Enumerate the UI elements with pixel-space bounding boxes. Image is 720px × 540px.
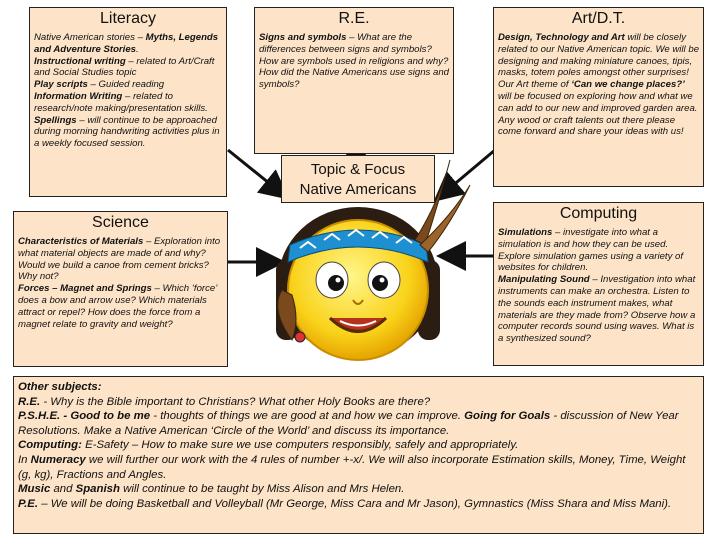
art-theme-desc: will be focused on exploring how and what we can add to our new and improved garden area. Any wood or craft talents out there please come forward and share your ideas with us! — [498, 90, 698, 138]
art-theme-name: ‘Can we change places?’ — [571, 79, 685, 91]
re-desc: – What are the differences between signs and symbols? How are symbols used in religions and why? How did the Native Americans use signs and symbols? — [259, 32, 450, 91]
art-box — [493, 7, 704, 187]
computing-sound-desc: – Investigation into what instruments can make an orchestra. Listen to the sounds each instrument makes, what materials are they made from? Observe how a computer records sound using waves. What is a synthesized sound? — [498, 274, 696, 345]
other-text — [14, 377, 703, 514]
literacy-info-desc: – related to research/note making/presentation skills. — [34, 90, 208, 114]
re-text — [255, 32, 453, 91]
other-computing-desc: E-Safety – How to make sure we use computers responsibly, safely and appropriately. — [81, 439, 519, 452]
other-goals-desc: - discussion of New Year Resolutions. Make a Native American ‘Circle of the World’ and discuss its importance. — [18, 410, 679, 437]
literacy-period: . — [136, 43, 139, 55]
literacy-myths: Myths, Legends and Adventure Stories — [34, 32, 219, 55]
art-text — [494, 32, 703, 138]
science-forces: Forces – Magnet and Springs — [18, 283, 152, 295]
other-music-desc: will continue to be taught by Miss Alison and Mrs Helen. — [119, 483, 405, 496]
re-title: R.E. — [338, 10, 370, 27]
re-signs: Signs and symbols — [259, 32, 347, 43]
science-title: Science — [92, 214, 149, 231]
science-materials: Characteristics of Materials — [18, 236, 144, 247]
literacy-instructional: Instructional writing — [34, 55, 126, 67]
computing-box — [493, 202, 704, 366]
art-theme: Our Art theme of — [498, 79, 572, 91]
other-pe-desc: – We will be doing Basketball and Volleyball (Mr George, Miss Cara and Mr Jason), Gymnastics (Miss Shara and Miss Mani). — [38, 497, 672, 510]
other-numeracy-label: Numeracy — [30, 453, 86, 466]
other-spanish-label: Spanish — [75, 483, 120, 496]
other-re-label: R.E. — [18, 395, 41, 408]
computing-sim: Simulations — [498, 227, 553, 238]
literacy-play-desc: – Guided reading — [87, 79, 165, 91]
other-subjects-box — [13, 376, 704, 534]
science-materials-desc: – Exploration into what material objects are made of and why? Would we build a canoe from cement bricks? Why not? — [18, 236, 221, 283]
other-heading: Other subjects: — [18, 381, 102, 393]
computing-title: Computing — [559, 205, 638, 222]
literacy-spell-desc: – will continue to be approached during morning handwriting activities plus in a weekly focused session. — [34, 114, 220, 150]
other-re-desc: - Why is the Bible important to Christians? What other Holy Books are there? — [40, 395, 431, 408]
topic-line1: Topic & Focus — [310, 161, 406, 178]
other-music-label: Music — [18, 483, 51, 496]
science-forces-desc: – Which ‘force’ does a bow and arrow use? Which materials attract or repel? How does the force from a magnet relate to gravity and weight? — [18, 283, 217, 330]
other-computing-label: Computing: — [18, 439, 82, 452]
other-numeracy-desc: we will further our work with the 4 rules of number +-x/. We will also incorporate Estimation skills, Money, Time, Weight (g, kg), Fractions and Angles. — [18, 453, 686, 481]
literacy-box — [29, 7, 227, 197]
science-box — [13, 211, 228, 367]
literacy-info: Information Writing — [34, 90, 123, 102]
science-text — [14, 236, 227, 330]
other-pshe-desc: - thoughts of things we are good at and how we can improve. — [150, 410, 465, 423]
other-and: and — [50, 483, 76, 496]
computing-text — [494, 227, 703, 345]
literacy-stories: Native American stories – — [34, 32, 146, 43]
computing-sim-desc: – investigate into what a simulation is and how they can be used. Explore simulation games using a variety of websites for children. — [498, 227, 684, 274]
other-num-in: In — [18, 453, 31, 466]
other-goals-label: Going for Goals — [464, 410, 551, 423]
literacy-text — [30, 32, 226, 150]
art-dt: Design, Technology and Art — [498, 32, 625, 43]
topic-box — [281, 155, 435, 203]
computing-sound: Manipulating Sound — [498, 274, 590, 286]
literacy-play: Play scripts — [34, 79, 88, 91]
re-box — [254, 7, 454, 154]
art-desc: will be closely related to our Native American topic. We will be designing and making miniature canoes, tipis, masks, totem poles amongst other surprises! — [498, 32, 700, 79]
literacy-spell: Spellings — [34, 114, 77, 126]
literacy-instructional-desc: – related to Art/Craft and Social Studies topic — [34, 55, 215, 79]
arrow-literacy — [228, 150, 285, 196]
other-pshe-label: P.S.H.E. - Good to be me — [18, 410, 151, 423]
art-title: Art/D.T. — [571, 10, 626, 27]
other-pe-label: P.E. — [18, 497, 39, 510]
literacy-title: Literacy — [99, 10, 157, 27]
topic-line2: Native Americans — [299, 181, 417, 198]
